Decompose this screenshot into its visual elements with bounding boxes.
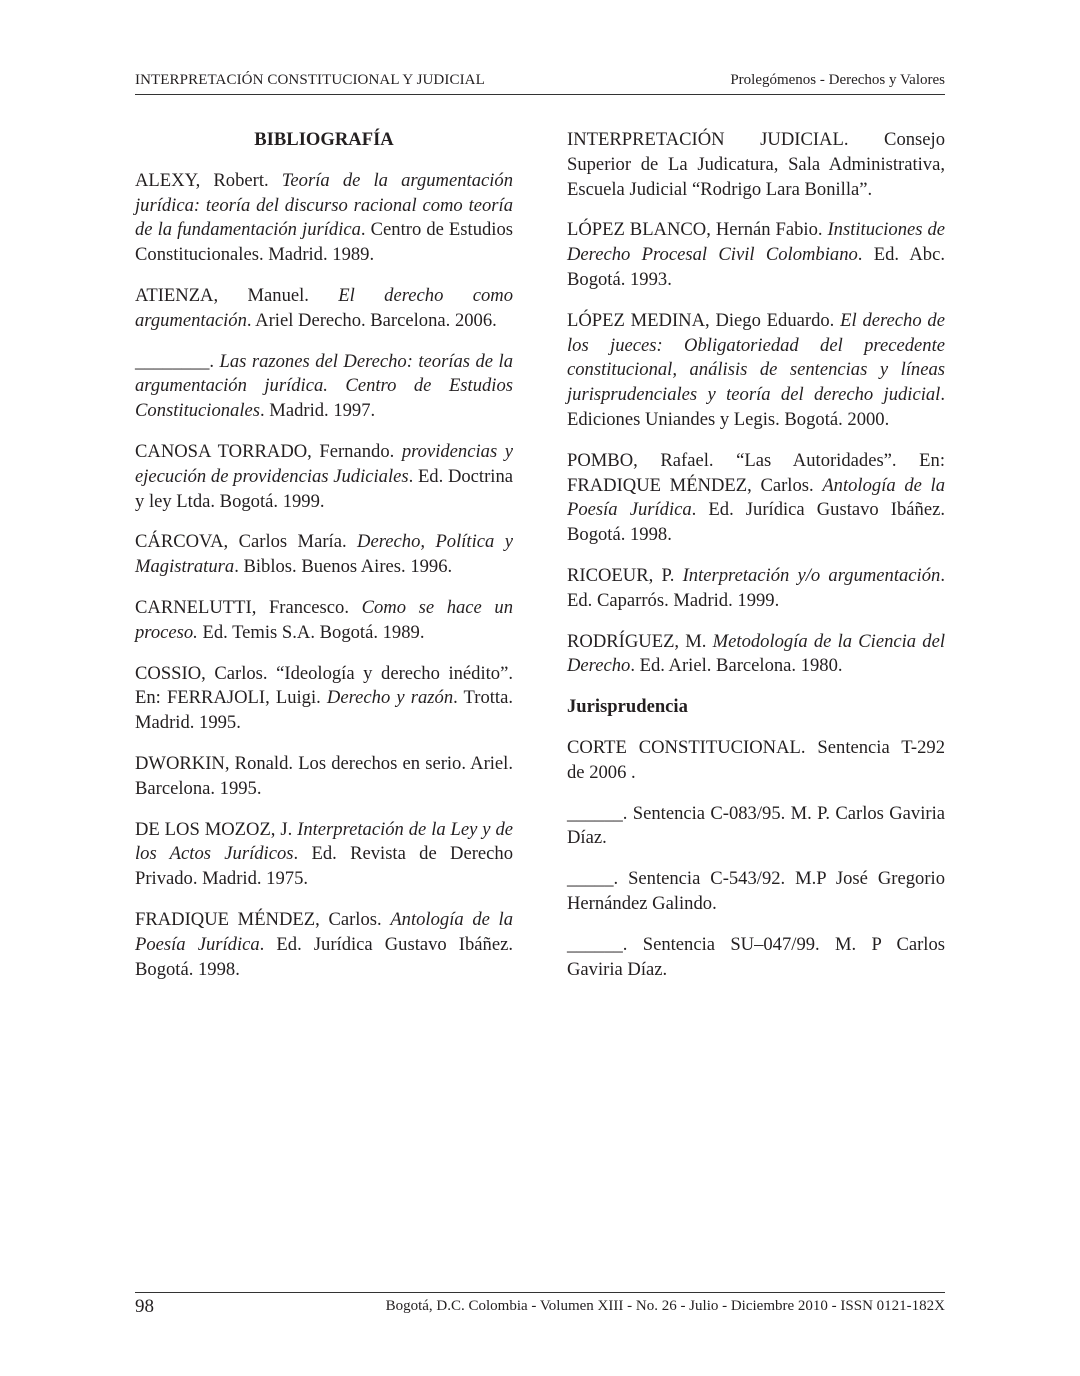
entry-author: ________.	[135, 350, 215, 372]
entry-author: CÁRCOVA, Carlos María.	[135, 531, 347, 553]
entry-work-title: Derecho y razón	[326, 687, 454, 709]
page-number: 98	[135, 1296, 154, 1317]
bibliography-entry	[567, 128, 945, 202]
bibliography-entry	[135, 662, 513, 736]
bibliography-entry	[135, 169, 513, 268]
running-header	[135, 70, 945, 95]
entry-work-title: Instituciones de Derecho Procesal Civil Colombiano	[567, 219, 945, 266]
bibliography-entry	[135, 908, 513, 982]
bibliography-entry	[567, 309, 945, 433]
bibliography-entry	[135, 596, 513, 646]
entry-publication: . Ed. Abc. Bogotá. 1993.	[567, 244, 945, 290]
bibliography-entry	[567, 564, 945, 614]
entry-publication: . Ariel Derecho. Barcelona. 2006.	[246, 309, 497, 331]
entry-author: FRADIQUE MÉNDEZ, Carlos.	[135, 908, 382, 930]
entry-work-title: Como se hace un proceso.	[135, 596, 513, 643]
jurisprudencia-heading: Jurisprudencia	[567, 696, 688, 718]
footer-publication-info: Bogotá, D.C. Colombia - Volumen XIII - No. 26 - Julio - Diciembre 2010 - ISSN 0121-182X	[385, 1298, 945, 1314]
entry-author: RODRÍGUEZ, M.	[567, 630, 707, 652]
entry-publication: . Ed. Jurídica Gustavo Ibáñez. Bogotá. 1998.	[135, 933, 514, 980]
bibliography-heading: BIBLIOGRAFÍA	[254, 129, 394, 150]
entry-author: INTERPRETACIÓN JUDICIAL. Consejo Superior de La Judicatura, Sala Administrativa, Escuela Judicial “Rodrigo Lara Bonilla”.	[567, 129, 945, 200]
jurisprudence-entry: ______. Sentencia SU–047/99. M. P Carlos Gaviria Díaz.	[567, 933, 945, 980]
bibliography-entry	[135, 350, 513, 424]
entry-author: LÓPEZ MEDINA, Diego Eduardo.	[567, 309, 835, 331]
entry-author: COSSIO, Carlos. “Ideología y derecho inédito”. En: FERRAJOLI, Luigi.	[135, 662, 513, 709]
entry-publication: . Ed. Revista de Derecho Privado. Madrid. 1975.	[135, 843, 513, 890]
entry-work-title: Teoría de la argumentación jurídica: teoría del discurso racional como teoría de la fundamentación jurídica	[135, 169, 513, 241]
jurisprudence-entry: ______. Sentencia C-083/95. M. P. Carlos Gaviria Díaz.	[567, 802, 945, 849]
entry-publication: . Ed. Caparrós. Madrid. 1999.	[567, 564, 945, 611]
header-section-title: Prolegómenos - Derechos y Valores	[730, 72, 945, 88]
header-journal-section: INTERPRETACIÓN CONSTITUCIONAL Y JUDICIAL	[135, 72, 485, 88]
entry-author: ALEXY, Robert.	[135, 169, 269, 191]
jurisprudence-entry: _____. Sentencia C-543/92. M.P José Gregorio Hernández Galindo.	[567, 868, 945, 914]
page-footer	[135, 1292, 945, 1323]
left-entries	[135, 169, 513, 983]
entry-work-title: Interpretación de la Ley y de los Actos Jurídicos	[135, 818, 513, 865]
entry-publication: . Ediciones Uniandes y Legis. Bogotá. 2000.	[567, 384, 945, 430]
entry-author: DE LOS MOZOZ, J.	[135, 818, 293, 840]
entry-work-title: El derecho como argumentación	[135, 284, 513, 331]
entry-author: POMBO, Rafael. “Las Autoridades”. En: FRADIQUE MÉNDEZ, Carlos.	[567, 449, 945, 496]
entry-author: CANOSA TORRADO, Fernando.	[135, 440, 395, 462]
bibliography-entry	[135, 752, 513, 802]
entry-publication: . Ed. Doctrina y ley Ltda. Bogotá. 1999.	[135, 465, 513, 512]
entry-work-title: Antología de la Poesía Jurídica	[135, 908, 513, 955]
bibliography-entry	[567, 630, 945, 680]
bibliography-entry	[567, 449, 945, 548]
right-entries	[567, 128, 945, 679]
entry-publication: Ed. Temis S.A. Bogotá. 1989.	[197, 621, 425, 643]
entry-work-title: providencias y ejecución de providencias Judiciales	[135, 440, 513, 487]
entry-work-title: Metodología de la Ciencia del Derecho	[567, 630, 945, 677]
jurisprudence-entry: CORTE CONSTITUCIONAL. Sentencia T-292 de 2006 .	[567, 736, 945, 783]
entry-work-title: El derecho de los jueces: Obligatoriedad del precedente constitucional, análisis de sentencias y líneas jurisprudenciales y teoría del derecho judicial	[567, 309, 945, 406]
entry-work-title: Antología de la Poesía Jurídica	[567, 474, 945, 521]
entry-publication: . Ed. Jurídica Gustavo Ibáñez. Bogotá. 1998.	[567, 499, 946, 546]
entry-publication: . Ed. Ariel. Barcelona. 1980.	[630, 655, 843, 677]
bibliography-entry	[135, 818, 513, 892]
entry-publication: . Trotta. Madrid. 1995.	[135, 687, 513, 734]
entry-work-title: Derecho, Política y Magistratura	[135, 531, 513, 578]
entry-author: CARNELUTTI, Francesco.	[135, 596, 349, 618]
entry-author: DWORKIN, Ronald. Los derechos en serio. Ariel. Barcelona. 1995.	[135, 752, 513, 799]
entry-work-title: Interpretación y/o argumentación	[682, 564, 941, 586]
bibliography-entry	[135, 284, 513, 334]
entry-publication: . Biblos. Buenos Aires. 1996.	[234, 556, 453, 578]
entry-work-title: Las razones del Derecho: teorías de la argumentación jurídica. Centro de Estudios Constitucionales	[135, 350, 513, 422]
entry-author: ATIENZA, Manuel.	[135, 284, 309, 306]
entry-author: RICOEUR, P.	[567, 564, 675, 586]
bibliography-entry	[135, 440, 513, 514]
right-column	[567, 128, 945, 998]
entry-publication: . Centro de Estudios Constitucionales. Madrid. 1989.	[135, 219, 513, 266]
entry-publication: . Madrid. 1997.	[260, 400, 376, 422]
bibliography-entry	[567, 218, 945, 292]
bibliography-entry	[135, 530, 513, 580]
left-column	[135, 128, 513, 998]
entry-author: LÓPEZ BLANCO, Hernán Fabio.	[567, 219, 823, 241]
jurisprudencia-entries	[567, 736, 945, 982]
